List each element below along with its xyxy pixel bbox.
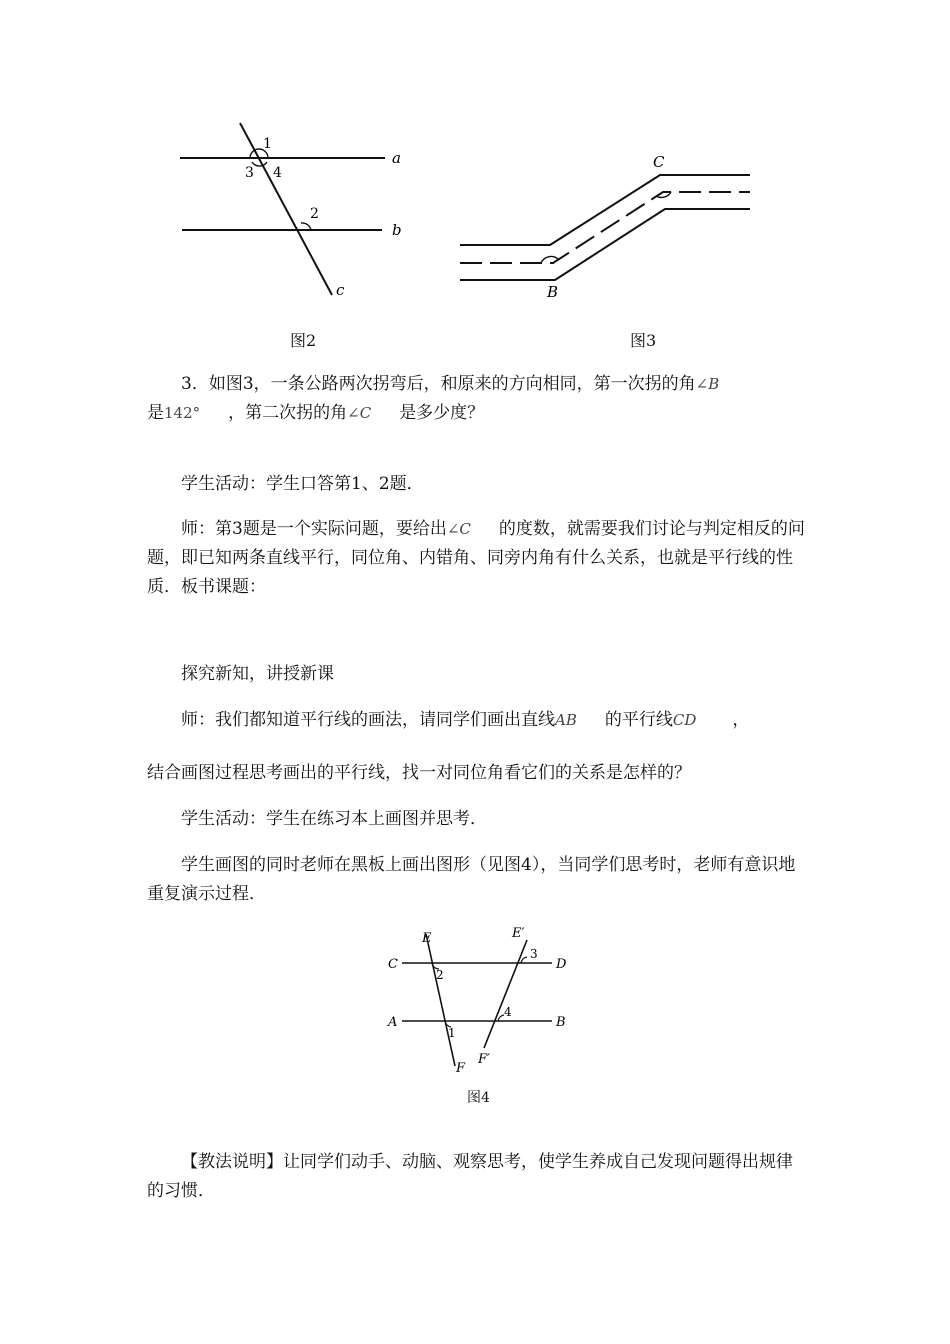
teacher-1-text-2: 的度数，就需要我们讨论与判定相反的问题，即已知两条直线平行，同位角、内错角、同旁内角有什么关系，也就是平行线的性质．板书课题：: [147, 519, 805, 597]
problem-3: [147, 370, 807, 428]
teacher-1-text-1: 师：第3题是一个实际问题，要给出: [181, 519, 447, 539]
problem-3-text-3: ，第二次拐的角: [228, 403, 348, 423]
transversal-EF: [426, 934, 455, 1066]
teacher-2-text-3: ，: [732, 710, 750, 730]
label-4: 4: [273, 165, 282, 181]
teacher-paragraph-2-cont: 结合画图过程思考画出的平行线，找一对同位角看它们的关系是怎样的？: [147, 763, 691, 783]
problem-3-text-2: 是: [147, 403, 164, 423]
label-1: 1: [448, 1026, 456, 1040]
drawing-note: 学生画图的同时老师在黑板上画出图形（见图4），当同学们思考时，老师有意识地重复演示过程．: [147, 855, 796, 904]
line-CD-symbol: CD: [672, 711, 697, 729]
label-b: b: [392, 221, 402, 239]
road-centre-line: [460, 192, 750, 263]
label-c: c: [336, 281, 345, 299]
label-D: D: [556, 957, 567, 972]
figure-3-caption: 图3: [630, 331, 657, 350]
student-activity-1: 学生活动：学生口答第1、2题．: [181, 474, 424, 494]
angle-value-142: 142°: [164, 404, 201, 422]
method-note: 【教法说明】让同学们动手、动脑、观察思考，使学生养成自己发现问题得出规律的习惯．: [147, 1152, 793, 1201]
line-AB-symbol: AB: [555, 711, 577, 729]
figure-4-parallel-lines: [380, 922, 580, 1082]
angle-arc-3-4: [252, 162, 267, 166]
problem-3-text-4: 是多少度？: [399, 403, 485, 423]
figure-3-road: [455, 145, 755, 305]
label-3: 3: [530, 947, 538, 961]
problem-3-text-1: 3．如图3，一条公路两次拐弯后，和原来的方向相同，第一次拐的角: [181, 374, 696, 394]
figure-2-caption: 图2: [290, 331, 317, 350]
label-1: 1: [263, 136, 272, 152]
label-C: C: [388, 957, 398, 972]
angle-arc-3: [521, 957, 527, 963]
student-activity-2: 学生活动：学生在练习本上画图并思考．: [181, 809, 487, 829]
teacher-2-text-1: 师：我们都知道平行线的画法，请同学们画出直线: [181, 710, 555, 730]
label-B: B: [556, 1015, 566, 1030]
figure-2-parallel-lines: [170, 115, 420, 305]
label-E: E: [422, 931, 432, 946]
angle-C-symbol-2: ∠C: [446, 520, 471, 538]
label-2: 2: [436, 968, 444, 982]
transversal-E2F2: [484, 940, 527, 1048]
label-C: C: [653, 153, 665, 171]
label-E-prime: E′: [512, 926, 525, 941]
section-heading: 探究新知，讲授新课: [181, 664, 334, 684]
teacher-paragraph-2: [147, 706, 807, 735]
figure-4-caption: 图4: [467, 1090, 490, 1106]
label-2: 2: [310, 206, 319, 222]
label-a: a: [392, 149, 401, 167]
teacher-2-text-2: 的平行线: [604, 710, 673, 730]
label-A: A: [388, 1015, 398, 1030]
angle-arc-2: [301, 223, 311, 230]
label-F-prime: F′: [478, 1052, 490, 1067]
label-3: 3: [245, 165, 254, 181]
angle-C-symbol: ∠C: [347, 404, 372, 422]
label-F: F: [456, 1061, 466, 1076]
label-4: 4: [504, 1005, 512, 1019]
angle-B-symbol: ∠B: [695, 375, 720, 393]
label-B: B: [547, 283, 559, 301]
teacher-paragraph-1: [147, 515, 807, 602]
